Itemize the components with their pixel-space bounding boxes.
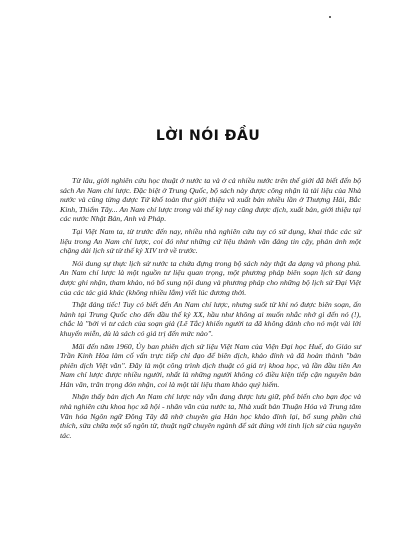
paragraph: Tại Việt Nam ta, từ trước đến nay, nhiều nhà nghiên cứu tuy có sử dụng, khai thác các sử liệu trong An Nam chí lược, coi đó như những cứ liệu thành văn đáng tin cậy, phản ánh một chặng dài lịch sử từ thế kỷ XIV trở về trước. — [60, 226, 361, 256]
paragraph: Nói dung sự thực lịch sử nước ta chứa đựng trong bộ sách này thật đa dạng và phong phú. An Nam chí lược là một nguồn tư liệu quan trọng, một phương pháp biên soạn lịch sử đang được ghi nhận, tham khảo, nó bổ sung nội dung và phương pháp cho những bộ lịch sử Đại Việt của các tác giả khác (không nhiều lắm) viết lúc đương thời. — [60, 258, 361, 297]
page-title: LỜI NÓI ĐẦU — [155, 128, 261, 144]
preface-body — [60, 176, 361, 443]
paragraph: Mãi đến năm 1960, Ủy ban phiên dịch sử liệu Việt Nam của Viện Đại học Huế, do Giáo sư Trần Kinh Hòa làm cố vấn trực tiếp chỉ đạo để biên dịch, khảo đính và đã hoàn thành "bản phiên dịch Việt văn". Đây là một công trình dịch thuật có giá trị khoa học, và lần đầu tiên An Nam chí lược được nhiều người, nhất là những người không có điều kiện tiếp cận nguyên bản Hán văn, trân trọng đón nhận, coi là một tài liệu tham khảo quý hiếm. — [60, 341, 361, 389]
page-mark — [329, 16, 331, 18]
paragraph: Từ lâu, giới nghiên cứu học thuật ở nước ta và ở cả nhiều nước trên thế giới đã biết đến bộ sách An Nam chí lược. Đặc biệt ở Trung Quốc, bộ sách này được công nhận là tài liệu của Nhà nước và cũng từng được Tứ khố toàn thư giới thiệu và xuất bản nhiều lần ở Thượng Hải, Bắc Kinh, Thiểm Tây... An Nam chí lược trong vài thế kỷ nay cũng được dịch, xuất bản, giới thiệu tại các nước Nhật Bản, Anh và Pháp. — [60, 176, 361, 224]
paragraph: Nhận thấy bản dịch An Nam chí lược này vẫn đang được lưu giữ, phổ biến cho bạn đọc và nhà nghiên cứu khoa học xã hội - nhân văn của nước ta, Nhà xuất bản Thuận Hóa và Trung tâm Văn hóa Ngôn ngữ Đông Tây đã nhờ chuyên gia Hán học khảo đính lại, bổ sung phần chú thích, sửa chữa một số ngôn từ, thuật ngữ chuyên ngành để sát đúng với tinh lịch sử của nguyên tác. — [60, 392, 361, 440]
paragraph: Thật đáng tiếc! Tuy có biết đến An Nam chí lược, nhưng suốt từ khi nó được biên soạn, ấn hành tại Trung Quốc cho đến đầu thế kỷ XX, hầu như không ai muốn nhắc nhở gì đến nó (!), chắc là "bởi vì tư cách của soạn giả (Lê Tắc) khiến người ta đã không đánh cho nó một vài lời khuyến miễn, dù là sách có giá trị đến mức nào". — [60, 300, 361, 338]
